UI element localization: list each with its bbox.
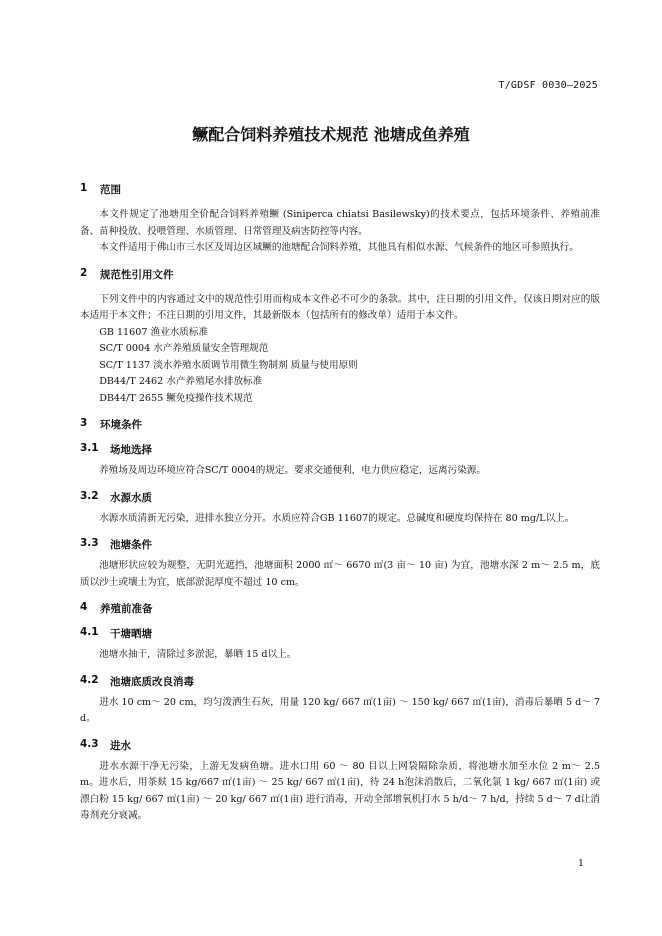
subsection-title: 池塘条件 — [110, 539, 152, 551]
reference-item: SC/T 1137 淡水养殖水质调节用微生物制剂 质量与使用原则 — [99, 359, 358, 371]
section-heading-2 — [80, 267, 600, 282]
subsection-title: 干塘晒塘 — [110, 628, 152, 640]
paragraph: 本文件规定了池塘用全价配合饲料养殖鳜 (Siniperca chiatsi Basilewsky)的技术要点，包括环境条件、养殖前准备、苗种投放、投喂管理、水质管理、日常管理及病害防控等内容。 — [80, 209, 600, 237]
section-title: 养殖前准备 — [100, 603, 153, 615]
subsection-heading-3-3 — [80, 537, 600, 552]
subsection-heading-3-1 — [80, 442, 600, 457]
subsection-number: 4.3 — [80, 737, 99, 750]
reference-item: SC/T 0004 水产养殖质量安全管理规范 — [99, 343, 269, 354]
paragraph: 下列文件中的内容通过文中的规范性引用而构成本文件必不可少的条款。其中，注日期的引用文件，仅该日期对应的版本适用于本文件；不注日期的引用文件，其最新版本（包括所有的修改单）适用于本文件。 — [80, 293, 600, 321]
subsection-heading-4-2 — [80, 674, 600, 689]
section-heading-1 — [80, 182, 600, 197]
section-number: 3 — [80, 417, 88, 429]
section-number: 1 — [80, 182, 88, 194]
paragraph: 池塘形状应较为规整，无阴光遮挡，池塘面积 2000 ㎡～ 6670 ㎡(3 亩～ 10 亩) 为宜，池塘水深 2 m～ 2.5 m，底质以沙土或壤土为宜，底部淤泥厚度不超过 10 cm。 — [80, 560, 600, 588]
document-body — [80, 172, 600, 825]
page-number: 1 — [577, 858, 584, 869]
reference-item: DB44/T 2462 水产养殖尾水排放标准 — [99, 376, 263, 387]
document-title: 鳜配合饲料养殖技术规范 池塘成鱼养殖 — [192, 125, 470, 144]
subsection-title: 进水 — [110, 739, 131, 752]
subsection-title: 场地选择 — [110, 444, 152, 456]
paragraph: 养殖场及周边环境应符合SC/T 0004的规定。要求交通便利，电力供应稳定，远离污染源。 — [99, 465, 486, 476]
section-heading-3 — [80, 417, 600, 432]
section-title: 范围 — [100, 184, 121, 196]
subsection-number: 4.2 — [80, 673, 99, 686]
section-number: 4 — [80, 601, 88, 613]
subsection-heading-4-3 — [80, 738, 600, 753]
reference-item: DB44/T 2655 鳜免疫操作技术规范 — [99, 392, 253, 404]
paragraph: 进水 10 cm～ 20 cm，均匀泼洒生石灰，用量 120 kg/ 667 ㎡(1亩) ～ 150 kg/ 667 ㎡(1亩)，消毒后暴晒 5 d～ 7 d。 — [80, 696, 600, 724]
section-title: 规范性引用文件 — [100, 268, 174, 281]
subsection-number: 4.1 — [80, 626, 99, 638]
section-heading-4 — [80, 601, 600, 616]
paragraph: 本文件适用于佛山市三水区及周边区域鳜的池塘配合饲料养殖，其他具有相似水源、气候条件的地区可参照执行。 — [99, 242, 579, 253]
subsection-number: 3.3 — [80, 537, 99, 549]
section-number: 2 — [80, 266, 88, 279]
subsection-title: 水源水质 — [110, 491, 152, 504]
subsection-heading-3-2 — [80, 490, 600, 505]
standard-code: T/GDSF 0030—2025 — [498, 80, 598, 91]
subsection-number: 3.1 — [80, 442, 99, 454]
subsection-heading-4-1 — [80, 626, 600, 641]
paragraph: 池塘水抽干，清除过多淤泥，暴晒 15 d以上。 — [99, 649, 297, 660]
section-title: 环境条件 — [100, 419, 142, 431]
paragraph: 进水水源干净无污染，上游无发病鱼塘。进水口用 60 ～ 80 目以上网袋隔除杂质，将池塘水加至水位 2 m～ 2.5 m。进水后，用茶麸 15 kg/667 ㎡(1亩) ～ 25 kg/ 667 ㎡(1亩)，待 24 h泡沫消散后，二氧化氯 1 kg/ 667 ㎡(1亩) 或漂白粉 15 kg/ 667 ㎡(1亩) ～ 20 kg/ 667 ㎡(1亩) 进行消毒，开动全部增氧机打水 5 h/d～ 7 h/d，持续 5 d～ 7 d让消毒剂充分衰减。 — [80, 760, 600, 821]
reference-item: GB 11607 渔业水质标准 — [99, 326, 209, 338]
paragraph: 水源水质清新无污染，进排水独立分开。水质应符合GB 11607的规定。总碱度和硬度均保持在 80 mg/L以上。 — [99, 512, 575, 524]
subsection-number: 3.2 — [80, 489, 99, 502]
subsection-title: 池塘底质改良消毒 — [110, 675, 194, 688]
